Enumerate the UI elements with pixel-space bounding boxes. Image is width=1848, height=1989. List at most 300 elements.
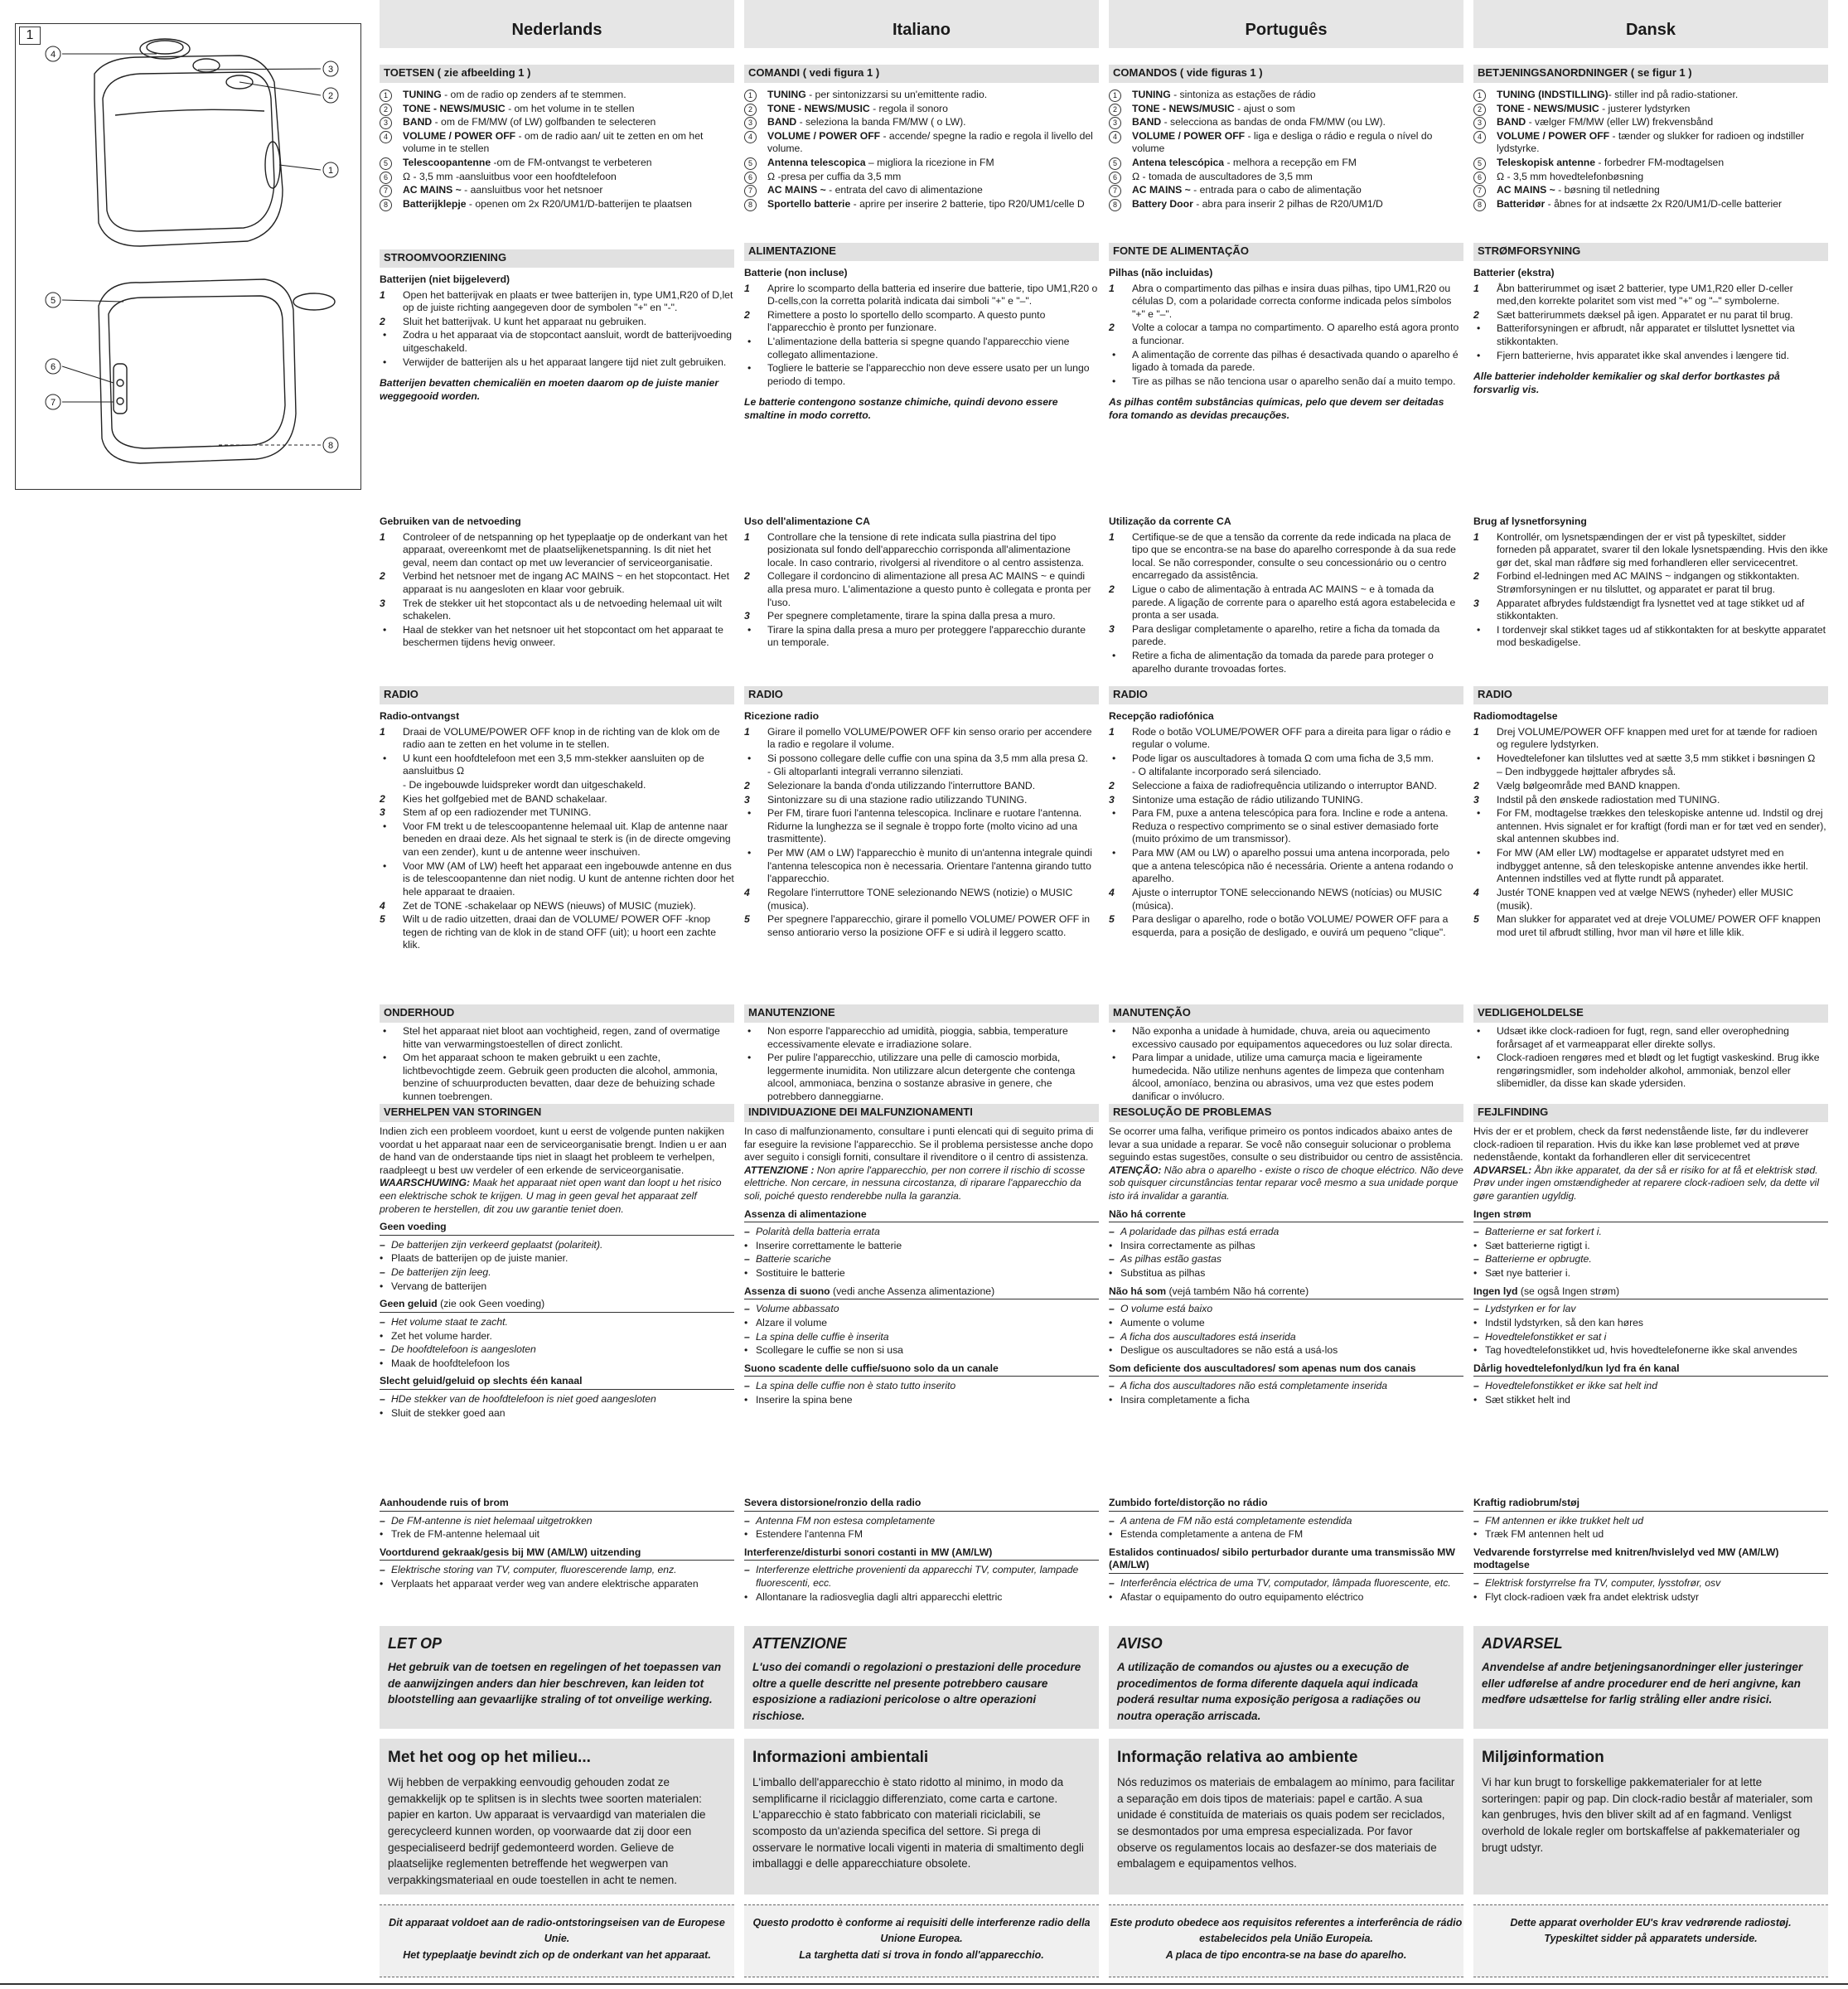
item-marker: 3 — [380, 806, 385, 819]
problem-name: Aanhoudende ruis of brom — [380, 1497, 509, 1508]
mains-section — [1109, 512, 1463, 676]
list-item — [744, 336, 1099, 361]
control-desc: - per sintonizzarsi su un'emittente radio. — [805, 89, 988, 100]
item-text: Desligue os auscultadores se não está a usá-los — [1120, 1344, 1338, 1357]
warning-label: ADVARSEL: — [1473, 1164, 1532, 1176]
item-marker: 3 — [380, 597, 385, 609]
list-item — [380, 598, 734, 623]
section-header: VERHELPEN VAN STORINGEN — [380, 1104, 734, 1122]
callout-number: 1 — [1473, 90, 1486, 102]
list-item — [1473, 1267, 1828, 1280]
page-bottom-rule — [0, 1983, 1848, 1985]
item-marker: • — [747, 752, 752, 764]
section-header: MANUTENZIONE — [744, 1004, 1099, 1023]
environment-box — [1109, 1739, 1463, 1895]
control-item — [1473, 116, 1828, 129]
troubleshooting-warning — [744, 1164, 1099, 1203]
item-text: Lydstyrken er for lav — [1485, 1303, 1576, 1315]
item-text: Haal de stekker van het netsnoer uit het stopcontact om het apparaat te beschermen tijdens hevig onweer. — [403, 623, 723, 649]
control-name: VOLUME / POWER OFF — [1497, 129, 1610, 142]
control-item — [744, 198, 1099, 211]
subsection-title: Batterie (non incluse) — [744, 267, 848, 278]
caution-text: L'uso dei comandi o regolazioni o prestazioni delle procedure oltre a quelle descritte nel presente potrebbero causare esposizione a radiazioni pericolose o altre operazioni rischiose. — [752, 1660, 1081, 1722]
item-text: A polaridade das pilhas está errada — [1120, 1226, 1280, 1238]
list-item — [380, 289, 734, 315]
item-marker: • — [1473, 1528, 1478, 1541]
item-text: Interferenze elettriche provenienti da apparecchi TV, computer, lampade fluorescenti, ecc. — [756, 1564, 1079, 1590]
problem-name: Geen geluid — [380, 1298, 438, 1310]
item-text: Sæt batterierne rigtigt i. — [1485, 1239, 1590, 1251]
list-item — [380, 753, 734, 778]
maintenance-section — [1109, 1004, 1463, 1105]
list-item — [1109, 1591, 1463, 1604]
item-marker: 5 — [380, 913, 385, 926]
item-marker: • — [383, 1025, 387, 1037]
problem-name: Kraftig radiobrum/støj — [1473, 1497, 1580, 1508]
problem-note: (se også Ingen strøm) — [1517, 1285, 1620, 1297]
item-text: Tire as pilhas se não tenciona usar o aparelho senão daí a muito tempo. — [1132, 375, 1456, 387]
callout-number: 7 — [1109, 185, 1121, 197]
problem-name: Ingen lyd — [1473, 1285, 1518, 1297]
control-desc: - om de FM/MW (of LW) golfbanden te selecteren — [432, 116, 656, 128]
item-text: Man slukker for apparatet ved at dreje VOLUME/ POWER OFF knappen mod uret til afbrudt stilling, hvor man vil høre et lille klik. — [1497, 913, 1821, 938]
subsection-title: Gebruiken van de netvoeding — [380, 515, 521, 527]
controls-section — [1473, 65, 1828, 211]
control-item — [380, 157, 734, 170]
control-item — [1109, 130, 1463, 156]
section-header: RESOLUÇÃO DE PROBLEMAS — [1109, 1104, 1463, 1122]
list-item — [1473, 847, 1828, 886]
list-item — [380, 1052, 734, 1103]
item-text: Girare il pomello VOLUME/POWER OFF kin senso orario per accendere la radio e regolare il volume. — [767, 725, 1092, 751]
item-text: Træk FM antennen helt ud — [1485, 1528, 1604, 1541]
section-header: RADIO — [1473, 686, 1828, 704]
control-name: AC MAINS ~ — [1497, 184, 1555, 196]
list-item — [380, 1407, 734, 1420]
item-marker: • — [1477, 1052, 1481, 1064]
item-text: Ligue o cabo de alimentação à entrada AC MAINS ~ e à tomada da parede. A ligação de corrente para o aparelho está agora estabelecida e pronta a ser usada. — [1132, 583, 1456, 622]
item-text: Para limpar a unidade, utilize uma camurça macia e ligeiramente humedecida. Não utilize nenhuns agentes de limpeza que contenham álcool, amoníaco, benzina ou abrasivos, uma vez que estes podem danificar o invólucro. — [1132, 1052, 1444, 1103]
callout-number: 3 — [744, 117, 757, 129]
item-text: Para FM, puxe a antena telescópica para fora. Incline e rode a antena. Reduza o respectivo comprimento se o sinal estiver demasiado forte (muito próximo de um transmissor). — [1132, 807, 1449, 845]
item-text: HDe stekker van de hoofdtelefoon is niet goed aangesloten — [391, 1392, 656, 1405]
section-header: STRØMFORSYNING — [1473, 243, 1828, 261]
list-item — [1109, 1240, 1463, 1253]
control-name: AC MAINS ~ — [403, 184, 462, 196]
control-name: TUNING — [767, 89, 806, 100]
item-marker: 1 — [744, 725, 750, 738]
subsection-title: Uso dell'alimentazione CA — [744, 515, 870, 527]
item-marker: – — [744, 1380, 750, 1392]
item-marker: • — [1473, 1316, 1478, 1328]
item-marker: • — [744, 1344, 748, 1357]
item-text: Elektrisk forstyrrelse fra TV, computer, lysstofrør, osv — [1485, 1577, 1721, 1590]
control-desc: - sintoniza as estações de rádio — [1170, 89, 1316, 100]
list-item — [744, 531, 1099, 570]
item-text: Vælg bølgeområde med BAND knappen. — [1497, 780, 1681, 792]
list-item — [744, 1564, 1099, 1590]
figure-number: 1 — [19, 27, 41, 45]
svg-text:8: 8 — [327, 441, 334, 451]
problem-title — [1109, 1497, 1463, 1512]
control-desc: - aansluitbus voor het netsnoer — [461, 184, 603, 196]
list-item — [744, 283, 1099, 308]
item-text: Sæt stikket helt ind — [1485, 1393, 1570, 1406]
item-marker: – — [744, 1514, 750, 1527]
item-marker: 2 — [1109, 583, 1115, 596]
control-item — [1473, 171, 1828, 184]
troubleshooting-warning — [380, 1177, 734, 1216]
callout-number: 4 — [1109, 131, 1121, 143]
list-item — [1473, 726, 1828, 752]
list-item — [1109, 1380, 1463, 1393]
item-marker: – — [744, 1564, 750, 1576]
list-item — [380, 1280, 734, 1294]
callout-number: 2 — [744, 104, 757, 116]
power-section — [380, 249, 734, 403]
list-item — [1473, 624, 1828, 650]
list-item — [744, 1331, 1099, 1344]
list-item — [744, 1240, 1099, 1253]
item-marker: • — [744, 1267, 748, 1280]
list-item — [744, 780, 1099, 793]
item-text: Aprire lo scomparto della batteria ed inserire due batterie, tipo UM1,R20 o D-cells,con la corretta polarità indicata dai simboli "+" e "–". — [767, 282, 1098, 307]
problem-name: Som deficiente dos auscultadores/ som apenas num dos canais — [1109, 1362, 1416, 1374]
troubleshooting-continued — [744, 1492, 1099, 1604]
callout-number: 7 — [380, 185, 392, 197]
control-name: Batteridør — [1497, 197, 1546, 210]
svg-text:7: 7 — [50, 398, 56, 408]
item-marker: 1 — [1473, 725, 1479, 738]
item-marker: • — [1109, 1344, 1113, 1357]
problem-title — [744, 1285, 1099, 1300]
language-title: Português — [1109, 0, 1463, 48]
caution-text: A utilização de comandos ou ajustes ou a execução de procedimentos de forma diferente daquela aqui indicada poderá resultar numa exposição perigosa a radiações ou noutra operação arriscada. — [1117, 1660, 1421, 1722]
item-marker: • — [747, 623, 752, 636]
item-marker: • — [1109, 1590, 1113, 1603]
list-item — [1473, 1253, 1828, 1266]
control-name: TONE - NEWS/MUSIC — [1497, 102, 1599, 114]
control-desc: - om de radio aan/ uit te zetten en om het volume in te stellen — [403, 129, 704, 155]
item-marker: – — [1473, 1330, 1479, 1343]
item-marker: • — [1477, 623, 1481, 636]
compliance-note: Dit apparaat voldoet aan de radio-ontstoringseisen van de Europese Unie. Het typeplaatje bevindt zich op de onderkant van het apparaat. — [380, 1904, 734, 1977]
item-marker: – — [1473, 1226, 1479, 1238]
item-marker: – — [744, 1253, 750, 1266]
callout-number: 5 — [744, 157, 757, 170]
item-text: Selezionare la banda d'onda utilizzando l'interruttore BAND. — [767, 780, 1036, 792]
list-item — [744, 1025, 1099, 1051]
section-header: MANUTENÇÃO — [1109, 1004, 1463, 1023]
item-text: - Gli altoparlanti integrali verranno silenziati. — [767, 766, 964, 778]
control-desc: - om het volume in te stellen — [505, 102, 635, 114]
list-item — [380, 1239, 734, 1252]
control-item — [380, 184, 734, 197]
item-marker: – — [380, 1266, 385, 1279]
item-text: De hoofdtelefoon is aangesloten — [391, 1343, 536, 1356]
problem-name: Zumbido forte/distorção no rádio — [1109, 1497, 1268, 1508]
warning-label: ATTENZIONE : — [744, 1164, 815, 1176]
list-item — [1109, 726, 1463, 752]
troubleshooting-warning — [1473, 1164, 1828, 1203]
item-marker: 2 — [1473, 308, 1479, 321]
item-text: A ficha dos auscultadores está inserida — [1120, 1330, 1296, 1343]
item-marker: 2 — [380, 570, 385, 583]
callout-number: 4 — [380, 131, 392, 143]
control-desc: - seleziona la banda FM/MW ( o LW). — [796, 116, 966, 128]
item-text: Open het batterijvak en plaats er twee batterijen in, type UM1,R20 of D,let op de juiste richting aangegeven door de symbolen "+" en "-". — [403, 288, 733, 314]
item-marker: • — [747, 1052, 752, 1064]
item-marker: • — [747, 362, 752, 375]
item-text: La spina delle cuffie non è stato tutto inserito — [756, 1380, 956, 1392]
item-text: Abra o compartimento das pilhas e insira duas pilhas, tipo UM1,R20 ou células D, com a polaridade correcta conforme indicada pelos símbolos "+" e "–". — [1132, 282, 1452, 320]
callout-number: 6 — [380, 172, 392, 184]
list-item — [1109, 1515, 1463, 1528]
control-desc: Ω -presa per cuffia da 3,5 mm — [767, 170, 902, 182]
control-desc: - justerer lydstyrken — [1599, 102, 1691, 114]
controls-section — [1109, 65, 1463, 211]
warning-text: Åbn ikke apparatet, da der så er risiko for at få et elektrisk stød. Prøv under ingen omstændigheder at reparere clock-radioen selv, da dette vil gøre garantien ugyldig. — [1473, 1164, 1820, 1203]
item-text: Volte a colocar a tampa no compartimento. O aparelho está agora pronto a funcionar. — [1132, 322, 1459, 347]
problem-title — [1473, 1208, 1828, 1223]
subsection-title: Batterijen (niet bijgeleverd) — [380, 273, 510, 285]
item-marker: – — [1109, 1226, 1115, 1238]
item-text: Hovedtelefoner kan tilsluttes ved at sætte 3,5 mm stikket i bøsningen Ω — [1497, 752, 1816, 764]
control-desc: - tænder og slukker for radioen og indstiller lydstyrke. — [1497, 129, 1805, 155]
item-marker: • — [380, 1329, 384, 1342]
caution-title: LET OP — [388, 1635, 443, 1652]
troubleshooting-intro: Se ocorrer uma falha, verifique primeiro os pontos indicados abaixo antes de levar a sua unidade a reparar. Se você não conseguir solucionar o problema seguindo estas sugestões, consulte o seu distribuidor ou centro de assistência. — [1109, 1125, 1463, 1164]
list-item — [1109, 766, 1463, 779]
list-item — [744, 1303, 1099, 1316]
problem-title — [1109, 1208, 1463, 1223]
list-item — [380, 1357, 734, 1371]
item-marker: 2 — [1473, 570, 1479, 583]
item-text: Justér TONE knappen ved at vælge NEWS (nyheder) eller MUSIC (musik). — [1497, 886, 1793, 912]
list-item — [380, 1578, 734, 1591]
compliance-note: Questo prodotto è conforme ai requisiti delle interferenze radio della Unione Europea. La targhetta dati si trova in fondo all'apparecchio. — [744, 1904, 1099, 1977]
item-text: Per MW (AM o LW) l'apparecchio è munito di un'antenna integrale quindi l'antenna telescopica non è necessaria. Orientare l'antenna girando tutto l'apparecchio. — [767, 847, 1092, 885]
list-item — [1109, 807, 1463, 846]
troubleshooting-section — [380, 1104, 734, 1420]
control-desc: - stiller ind på radio-stationer. — [1608, 89, 1739, 100]
subsection-title: Recepção radiofónica — [1109, 710, 1214, 722]
control-desc: - om de radio op zenders af te stemmen. — [441, 89, 626, 100]
control-item — [744, 130, 1099, 156]
callout-number: 2 — [380, 104, 392, 116]
control-name: AC MAINS ~ — [1132, 184, 1191, 196]
control-desc: - entrata del cavo di alimentazione — [825, 184, 983, 196]
maintenance-section — [380, 1004, 734, 1105]
item-text: Controleer of de netspanning op het typeplaatje op de onderkant van het apparaat, overeenkomt met de plaatselijkenetspanning. Is dit niet het geval, neem dan contact op met uw leverancier of serviceorganisatie. — [403, 530, 728, 569]
item-text: Insira completamente a ficha — [1120, 1393, 1250, 1406]
control-desc: Ω - tomada de auscultadores de 3,5 mm — [1132, 170, 1313, 182]
item-text: Kontrollér, om lysnetspændingen der er vist på typeskiltet, sidder forneden på apparatet, svarer til den lokale lysnetspænding. Hvis den ikke gør det, skal man rådføre sig med forhandleren eller servicecentret. — [1497, 530, 1828, 569]
item-text: Het volume staat te zacht. — [391, 1315, 508, 1328]
list-item — [1473, 1515, 1828, 1528]
callout-number: 2 — [1109, 104, 1121, 116]
callout-number: 1 — [744, 90, 757, 102]
item-text: Hovedtelefonstikket er ikke sat helt ind — [1485, 1380, 1657, 1392]
list-item — [744, 1394, 1099, 1407]
list-item — [1109, 847, 1463, 886]
control-name: Telescoopantenne — [403, 157, 491, 169]
control-name: Teleskopisk antenne — [1497, 157, 1595, 169]
mains-section — [744, 512, 1099, 651]
item-marker: • — [1477, 847, 1481, 859]
list-item — [1109, 1317, 1463, 1330]
list-item — [1109, 1331, 1463, 1344]
subsection-title: Ricezione radio — [744, 710, 820, 722]
problem-title — [380, 1298, 734, 1313]
item-marker: • — [744, 1393, 748, 1406]
item-text: Sluit het batterijvak. U kunt het apparaat nu gebruiken. — [403, 315, 647, 327]
item-text: Verbind het netsnoer met de ingang AC MAINS ~ en het stopcontact. Het apparaat is nu aangesloten en klaar voor gebruik. — [403, 570, 729, 596]
control-item — [744, 171, 1099, 184]
item-text: Stel het apparaat niet bloot aan vochtigheid, regen, zand of overmatige hitte van verwarmingstoestellen of direct zonlicht. — [403, 1025, 720, 1050]
list-item — [1109, 1253, 1463, 1266]
item-text: Batterierne er opbrugte. — [1485, 1253, 1592, 1266]
control-item — [1473, 103, 1828, 116]
troubleshooting-section — [1109, 1104, 1463, 1408]
item-text: L'alimentazione della batteria si spegne quando l'apparecchio viene collegato allimentazione. — [767, 336, 1070, 361]
control-name: AC MAINS ~ — [767, 184, 826, 196]
list-item — [1473, 1226, 1828, 1239]
list-item — [1109, 780, 1463, 793]
control-name: BAND — [403, 116, 433, 128]
list-item — [1473, 1317, 1828, 1330]
control-item — [1473, 89, 1828, 102]
list-item — [1109, 1394, 1463, 1407]
control-item — [1473, 130, 1828, 156]
item-marker: – — [1109, 1514, 1115, 1527]
list-item — [1473, 1331, 1828, 1344]
problem-note: (vedi anche Assenza alimentazione) — [830, 1285, 995, 1297]
problem-name: Estalidos continuados/ sibilo perturbador durante uma transmissão MW (AM/LW) — [1109, 1546, 1455, 1571]
svg-text:6: 6 — [50, 362, 56, 372]
section-header: ONDERHOUD — [380, 1004, 734, 1023]
item-marker: • — [1477, 752, 1481, 764]
item-text: De batterijen zijn verkeerd geplaatst (polariteit). — [391, 1238, 603, 1251]
item-text: - De ingebouwde luidspreker wordt dan uitgeschakeld. — [403, 779, 646, 791]
subsection-title: Radiomodtagelse — [1473, 710, 1558, 722]
item-marker: 1 — [1473, 530, 1479, 543]
list-item — [1473, 807, 1828, 846]
item-marker: 1 — [744, 282, 750, 294]
list-item — [1109, 887, 1463, 912]
item-marker: • — [1112, 807, 1116, 820]
caution-box — [1109, 1626, 1463, 1729]
item-marker: – — [744, 1303, 750, 1315]
item-text: Sintonizzare su di una stazione radio utilizzando TUNING. — [767, 793, 1028, 806]
item-marker: • — [1112, 375, 1116, 387]
item-marker: • — [747, 807, 752, 820]
item-text: A ficha dos auscultadores não está completamente inserida — [1120, 1380, 1388, 1392]
problem-title — [744, 1362, 1099, 1377]
svg-text:1: 1 — [327, 166, 334, 176]
language-title: Dansk — [1473, 0, 1828, 48]
list-item — [1473, 1303, 1828, 1316]
list-item — [1473, 1380, 1828, 1393]
item-marker: • — [744, 1316, 748, 1328]
item-marker: 3 — [744, 610, 750, 622]
list-item — [380, 624, 734, 650]
control-name: TONE - NEWS/MUSIC — [767, 102, 870, 114]
item-text: Hovedtelefonstikket er sat i — [1485, 1330, 1607, 1343]
callout-number: 5 — [1109, 157, 1121, 170]
item-marker: • — [1477, 322, 1481, 335]
subsection-title: Radio-ontvangst — [380, 710, 460, 722]
item-text: O volume está baixo — [1120, 1303, 1213, 1315]
item-text: Rode o botão VOLUME/POWER OFF para a direita para ligar o rádio e regular o volume. — [1132, 725, 1451, 751]
list-item — [1109, 322, 1463, 347]
controls-section — [380, 65, 734, 211]
item-marker: 4 — [744, 886, 750, 898]
item-marker: • — [380, 1578, 384, 1590]
item-text: Sæt batterirummets dæksel på igen. Apparatet er nu parat til brug. — [1497, 308, 1793, 321]
list-item — [1109, 1344, 1463, 1357]
control-name: TONE - NEWS/MUSIC — [1132, 102, 1235, 114]
problem-title — [744, 1546, 1099, 1561]
item-text: Trek de FM-antenne helemaal uit — [391, 1528, 540, 1541]
control-name: BAND — [1497, 116, 1526, 128]
item-text: Zet het volume harder. — [391, 1329, 492, 1342]
control-name: VOLUME / POWER OFF — [1132, 129, 1246, 142]
environment-text: Wij hebben de verpakking eenvoudig gehouden zodat ze gemakkelijk op te splitsen is in slechts twee soorten materialen: papier en karton. Uw apparaat is vervaardigd van materialen die gerecycleerd kunnen worden, op voorwaarde dat zij door een gespecialiseerd bedrijf gedemonteerd worden. Gelieve de plaatselijke reglementen betreffende het wegwerpen van verpakkingsmateriaal en oude toestellen in acht te nemen. — [388, 1776, 706, 1886]
language-title: Nederlands — [380, 0, 734, 48]
item-text: Clock-radioen rengøres med et blødt og let fugtigt vaskeskind. Brug ikke rengøringsmidler, som indeholder alkohol, ammoniak, benzol eller slibemidler, da disse kan skade ydersiden. — [1497, 1052, 1820, 1090]
item-marker: • — [1477, 807, 1481, 820]
item-marker: – — [1473, 1514, 1479, 1527]
warning-text: Não abra o aparelho - existe o risco de choque eléctrico. Não deve sob quisquer circunstâncias tentar reparar você mesmo a sua unidade porque isto irá invalidar a garantia. — [1109, 1164, 1463, 1203]
battery-warning: Batterijen bevatten chemicaliën en moeten daarom op de juiste manier weggegooid worden. — [380, 377, 719, 402]
list-item — [1109, 583, 1463, 622]
section-header: TOETSEN ( zie afbeelding 1 ) — [380, 65, 734, 83]
item-marker: • — [383, 329, 387, 341]
list-item — [744, 1052, 1099, 1103]
list-item — [1109, 794, 1463, 807]
control-name: TUNING — [1132, 89, 1171, 100]
caution-title: ADVARSEL — [1482, 1635, 1563, 1652]
item-marker: • — [744, 1239, 748, 1251]
item-marker: • — [744, 1590, 748, 1603]
item-text: Voor MW (AM of LW) heeft het apparaat een ingebouwde antenne en dus is de telescoopantenne dan niet nodig. U kunt de antenne richten door het hele apparaat te draaien. — [403, 859, 734, 898]
list-item — [380, 570, 734, 596]
list-item — [1109, 623, 1463, 649]
list-item — [1473, 570, 1828, 596]
warning-label: WAARSCHUWING: — [380, 1177, 470, 1189]
control-desc: - selecciona as bandas de onda FM/MW (ou LW). — [1161, 116, 1386, 128]
list-item — [380, 329, 734, 355]
radio-section — [380, 686, 734, 953]
item-text: Forbind el-ledningen med AC MAINS ~ indgangen og stikkontakten. Strømforsyningen er nu tilsluttet, og apparatet er parat til brug. — [1497, 570, 1800, 596]
callout-number: 8 — [1473, 199, 1486, 211]
item-text: Volume abbassato — [756, 1303, 839, 1315]
item-text: Para desligar completamente o aparelho, retire a ficha da tomada da parede. — [1132, 622, 1440, 648]
item-marker: – — [380, 1238, 385, 1251]
item-text: Trek de stekker uit het stopcontact als u de netvoeding helemaal uit wilt schakelen. — [403, 597, 723, 622]
caution-title: ATTENZIONE — [752, 1635, 847, 1652]
maintenance-section — [744, 1004, 1099, 1105]
list-item — [1473, 1394, 1828, 1407]
list-item — [1473, 1528, 1828, 1541]
list-item — [1109, 349, 1463, 375]
power-section — [744, 243, 1099, 423]
control-desc: - abra para inserir 2 pilhas de R20/UM1/D — [1192, 197, 1383, 210]
control-desc: Ω - 3,5 mm -aansluitbus voor een hoofdtelefoon — [403, 170, 617, 182]
item-marker: • — [383, 820, 387, 832]
troubleshooting-continued — [380, 1492, 734, 1592]
